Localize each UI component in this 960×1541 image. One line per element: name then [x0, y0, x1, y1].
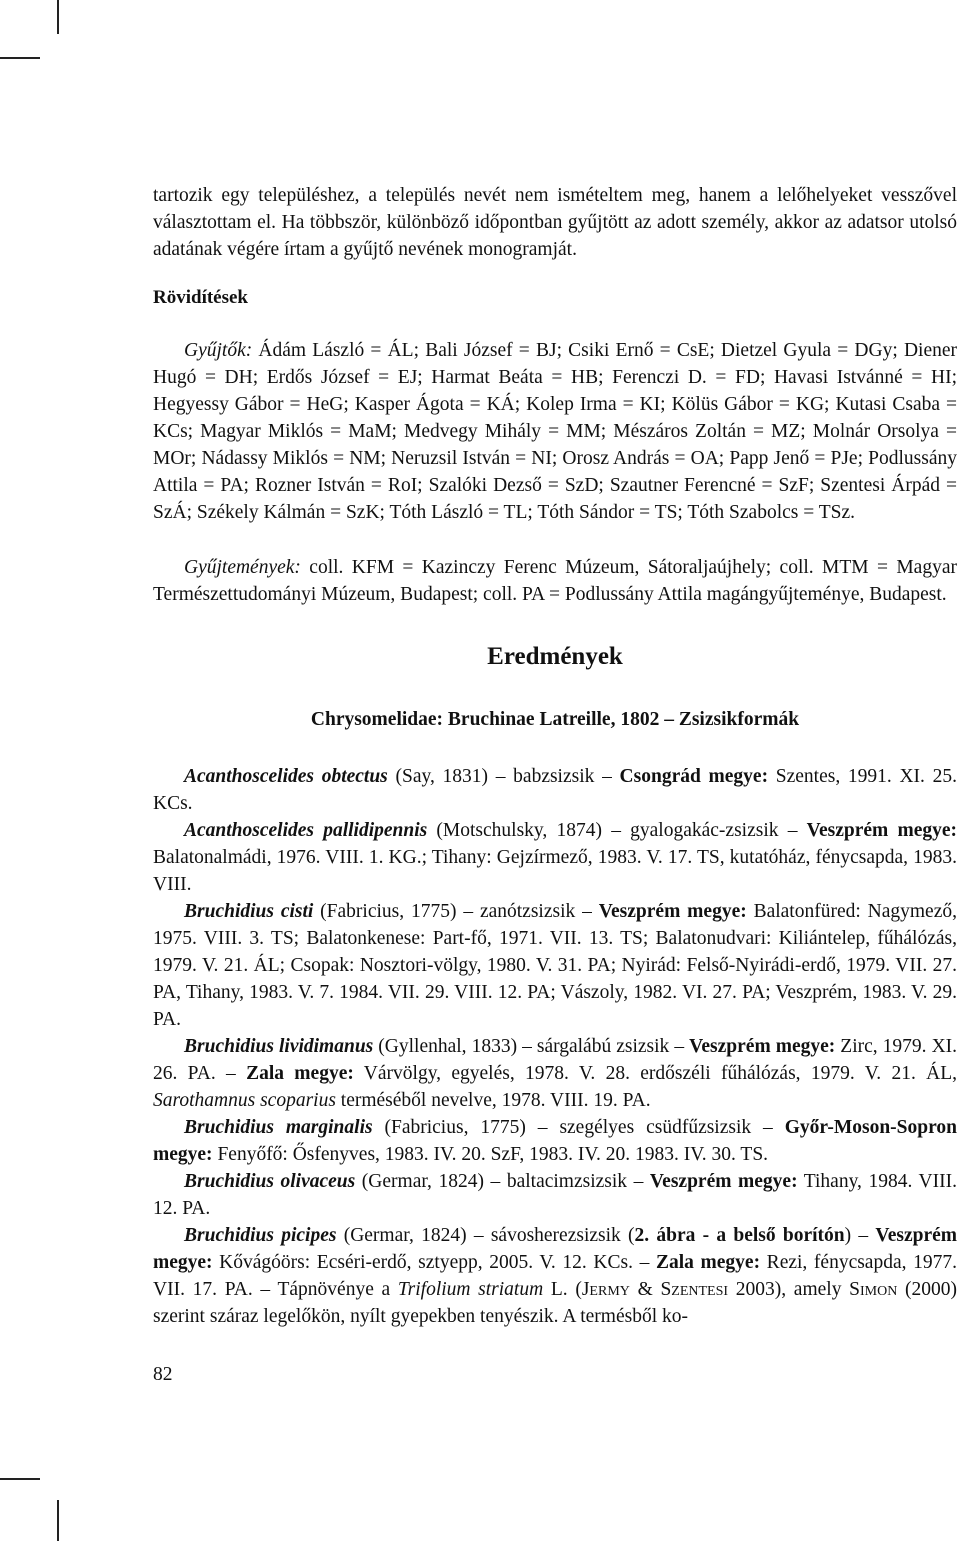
plant-name: Sarothamnus scoparius [153, 1090, 336, 1111]
collections-text: coll. KFM = Kazinczy Ferenc Múzeum, Sátoraljaújhely; coll. MTM = Magyar Természettudományi Múzeum, Budapest; coll. PA = Podlussány Attila magángyűjteménye, Budapest. [153, 557, 957, 605]
county-label: Veszprém megye: [598, 901, 747, 922]
species-entry: Acanthoscelides obtectus (Say, 1831) – babzsizsik – Csongrád megye: Szentes, 1991. XI. 25. KCs. [153, 766, 957, 814]
collections-paragraph [153, 554, 957, 608]
results-heading: Eredmények [487, 643, 623, 670]
species-entry: Bruchidius cisti (Fabricius, 1775) – zanótzsizsik – Veszprém megye: Balatonfüred: Nagymező, 1975. VIII. 3. TS; Balatonkenese: Part-fő, 1971. VII. 13. TS; Balatonudvari: Kiliántelep, fűhálózás, 1979. V. 21. ÁL; Csopak: Nosztori-völgy, 1980. V. 31. PA; Nyirád: Felső-Nyirádi-erdő, 1979. VII. 27. PA, Tihany, 1983. V. 7. 1984. VII. 29. VIII. 12. PA; Vászoly, 1982. VI. 27. PA; Veszprém, 1983. V. 29. PA. [153, 901, 957, 1030]
county-label: Veszprém megye: [689, 1036, 836, 1057]
page-content [153, 182, 957, 1330]
county-label: Zala megye: [246, 1063, 354, 1084]
county-label: Zala megye: [655, 1252, 761, 1273]
county-label: Veszprém megye: [806, 820, 957, 841]
county-label: Veszprém megye: [153, 1225, 957, 1273]
abbreviations-heading: Rövidítések [153, 287, 248, 308]
county-label: Veszprém megye: [649, 1171, 798, 1192]
species-name: Bruchidius olivaceus [184, 1171, 356, 1192]
crop-mark-bottom-horizontal [0, 1478, 40, 1480]
species-name: Bruchidius cisti [184, 901, 314, 922]
species-name: Bruchidius marginalis [184, 1117, 373, 1138]
plant-name: Trifolium striatum [397, 1279, 544, 1300]
collectors-label: Gyűjtők: [184, 340, 253, 361]
species-name: Acanthoscelides pallidipennis [184, 820, 428, 841]
collections-label: Gyűjtemények: [184, 557, 301, 578]
county-label: Csongrád megye: [619, 766, 769, 787]
species-entry: Bruchidius olivaceus (Germar, 1824) – baltacimzsizsik – Veszprém megye: Tihany, 1984. VIII. 12. PA. [153, 1171, 957, 1219]
species-name: Acanthoscelides obtectus [184, 766, 388, 787]
citation-author: Szentesi [660, 1279, 729, 1300]
figure-reference: 2. ábra - a belső borítón [634, 1225, 845, 1246]
species-entry: Bruchidius lividimanus (Gyllenhal, 1833) – sárgalábú zsizsik – Veszprém megye: Zirc, 1979. XI. 26. PA. – Zala megye: Várvölgy, egyelés, 1978. V. 28. erdőszéli fűhálózás, 1979. V. 21. ÁL, Sarothamnus scoparius terméséből nevelve, 1978. VIII. 19. PA. [153, 1036, 958, 1111]
collectors-text: Ádám László = ÁL; Bali József = BJ; Csiki Ernő = CsE; Dietzel Gyula = DGy; Diener Hugó = DH; Erdős József = EJ; Harmat Beáta = HB; Ferenczi D. = FD; Havasi Istvánné = HI; Hegyessy Gábor = HeG; Kasper Ágota = KÁ; Kolep Irma = KI; Kölüs Gábor = KG; Kutasi Csaba = KCs; Magyar Miklós = MaM; Medvegy Mihály = MM; Mészáros Zoltán = MZ; Molnár Orsolya = MOr; Nádassy Miklós = NM; Neruzsil István = NI; Orosz András = OA; Papp Jenő = PJe; Podlussány Attila = PA; Rozner István = RoI; Szalóki Dezső = SzD; Szautner Ferencné = SzF; Szentesi Árpád = SzÁ; Székely Kálmán = SzK; Tóth László = TL; Tóth Sándor = TS; Tóth Szabolcs = TSz. [153, 340, 957, 523]
species-entry: Bruchidius marginalis (Fabricius, 1775) – szegélyes csüdfűzsizsik – Győr-Moson-Sopron megye: Fenyőfő: Ősfenyves, 1983. IV. 20. SzF, 1983. IV. 20. 1983. IV. 30. TS. [153, 1117, 957, 1165]
citation-author: Jermy [581, 1279, 630, 1300]
species-name: Bruchidius picipes [184, 1225, 337, 1246]
page-number: 82 [153, 1364, 173, 1385]
crop-mark-top-horizontal [0, 57, 40, 59]
species-name: Bruchidius lividimanus [184, 1036, 374, 1057]
citation-author: Simon [849, 1279, 898, 1300]
species-list [153, 763, 957, 1330]
family-heading: Chrysomelidae: Bruchinae Latreille, 1802 – Zsizsikformák [310, 709, 800, 730]
intro-paragraph: tartozik egy településhez, a település nevét nem ismételtem meg, hanem a lelőhelyeket vesszővel választottam el. Ha többször, különböző időpontban gyűjtött az adott személy, akkor az adatsor utolsó adatának végére írtam a gyűjtő nevének monogramját. [153, 185, 957, 260]
crop-mark-top-vertical [57, 0, 59, 34]
county-label: Győr-Moson-Sopron megye: [153, 1117, 957, 1165]
crop-mark-bottom-vertical [57, 1500, 59, 1541]
species-entry: Acanthoscelides pallidipennis (Motschulsky, 1874) – gyalogakác-zsizsik – Veszprém megye: Balatonalmádi, 1976. VIII. 1. KG.; Tihany: Gejzírmező, 1983. V. 17. TS, kutatóház, fénycsapda, 1983. VIII. [153, 820, 957, 895]
species-entry: Bruchidius picipes (Germar, 1824) – sávosherezsizsik (2. ábra - a belső borítón) – Veszprém megye: Kővágóörs: Ecséri-erdő, sztyepp, 2005. V. 12. KCs. – Zala megye: Rezi, fénycsapda, 1977. VII. 17. PA. – Tápnövénye a Trifolium striatum L. (Jermy & Szentesi 2003), amely Simon (2000) szerint száraz legelőkön, nyílt gyepekben tenyészik. A termésből ko- [153, 1225, 958, 1327]
collectors-paragraph [153, 337, 957, 526]
